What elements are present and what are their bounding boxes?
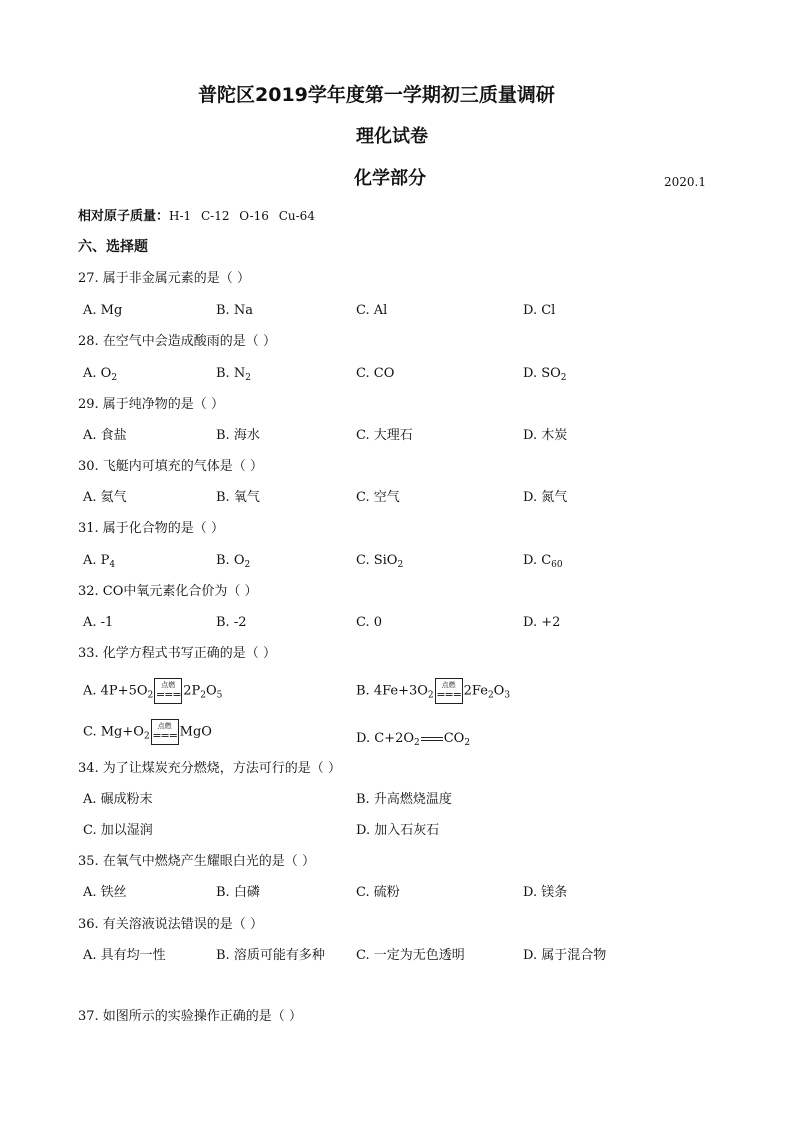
q31-option-a: A. $P_4$ [83, 553, 116, 570]
reaction-condition-box: 点燃 === [151, 719, 179, 745]
question-28-stem: 28. 在空气中会造成酸雨的是（ ） [78, 334, 276, 349]
q36-option-c: C. 一定为无色透明 [356, 948, 465, 963]
q34-option-a: A. 碾成粉末 [83, 792, 153, 807]
q36-option-a: A. 具有均一性 [83, 948, 166, 963]
atomic-mass-line [78, 210, 315, 223]
exam-subtitle: 理化试卷 [356, 126, 428, 147]
atomic-mass-label: 相对原子质量： [78, 209, 170, 224]
question-36-stem: 36. 有关溶液说法错误的是（ ） [78, 917, 263, 932]
q30-option-d: D. 氮气 [523, 490, 568, 505]
q28-option-d: D. $SO_2$ [523, 366, 567, 383]
reaction-condition-box: 点燃 === [154, 678, 182, 704]
q35-option-a: A. 铁丝 [83, 885, 127, 900]
q35-option-c: C. 硫粉 [356, 885, 400, 900]
q30-option-c: C. 空气 [356, 490, 400, 505]
q33-option-d: D. $C+2O_2$ $CO_2$ [356, 731, 471, 748]
question-33-stem: 33. 化学方程式书写正确的是（ ） [78, 646, 276, 661]
exam-date: 2020.1 [664, 175, 706, 189]
question-29-stem: 29. 属于纯净物的是（ ） [78, 397, 224, 412]
q34-option-b: B. 升高燃烧温度 [356, 792, 452, 807]
q31-option-c: C. SiO$_2$ [356, 553, 404, 570]
q32-option-c: C. 0 [356, 615, 383, 630]
q32-option-b: B. -2 [216, 615, 247, 630]
question-31-stem: 31. 属于化合物的是（ ） [78, 521, 224, 536]
q35-option-d: D. 镁条 [523, 885, 568, 900]
q29-option-d: D. 木炭 [523, 428, 568, 443]
q31-option-b: B. $O_2$ [216, 553, 251, 570]
q32-option-d: D. +2 [523, 615, 561, 630]
question-35-stem: 35. 在氧气中燃烧产生耀眼白光的是（ ） [78, 854, 315, 869]
q27-option-b: B. Na [216, 303, 253, 318]
q29-option-a: A. 食盐 [83, 428, 127, 443]
q33-option-b: B. $4Fe+3O_2$ 点燃 === $2Fe_2O_3$ [356, 678, 510, 705]
q29-option-b: B. 海水 [216, 428, 260, 443]
section-heading: 六、选择题 [78, 239, 148, 255]
question-27-stem: 27. 属于非金属元素的是（ ） [78, 271, 250, 286]
atomic-mass-values: H-1 C-12 O-16 Cu-64 [169, 209, 315, 223]
q27-option-a: A. Mg [83, 303, 123, 318]
q28-option-c: C. CO [356, 366, 395, 381]
question-32-stem: 32. CO中氧元素化合价为（ ） [78, 584, 258, 599]
q28-option-b: B. $N_2$ [216, 366, 251, 383]
q35-option-b: B. 白磷 [216, 885, 260, 900]
page-title: 普陀区2019学年度第一学期初三质量调研 [198, 84, 555, 106]
q28-option-a: A. $O_2$ [83, 366, 118, 383]
question-37-stem: 37. 如图所示的实验操作正确的是（ ） [78, 1009, 302, 1024]
q33-option-a: A. $4P+5O_2$ 点燃 === $2P_2O_5$ [83, 678, 222, 705]
q34-option-c: C. 加以湿润 [83, 823, 153, 838]
question-30-stem: 30. 飞艇内可填充的气体是（ ） [78, 459, 263, 474]
q34-option-d: D. 加入石灰石 [356, 823, 440, 838]
question-34-stem: 34. 为了让煤炭充分燃烧，方法可行的是（ ） [78, 761, 341, 776]
q36-option-d: D. 属于混合物 [523, 948, 607, 963]
q27-option-c: C. Al [356, 303, 388, 318]
q32-option-a: A. -1 [83, 615, 114, 630]
q30-option-a: A. 氦气 [83, 490, 127, 505]
q33-option-c: C. $Mg+O_2$ 点燃 === MgO [83, 719, 212, 746]
q36-option-b: B. 溶质可能有多种 [216, 948, 325, 963]
q29-option-c: C. 大理石 [356, 428, 413, 443]
q27-option-d: D. Cl [523, 303, 556, 318]
q30-option-b: B. 氧气 [216, 490, 260, 505]
equals-line [421, 737, 443, 741]
q31-option-d: D. $C_{60}$ [523, 553, 563, 570]
reaction-condition-box: 点燃 === [435, 678, 463, 704]
part-title: 化学部分 [354, 168, 426, 189]
